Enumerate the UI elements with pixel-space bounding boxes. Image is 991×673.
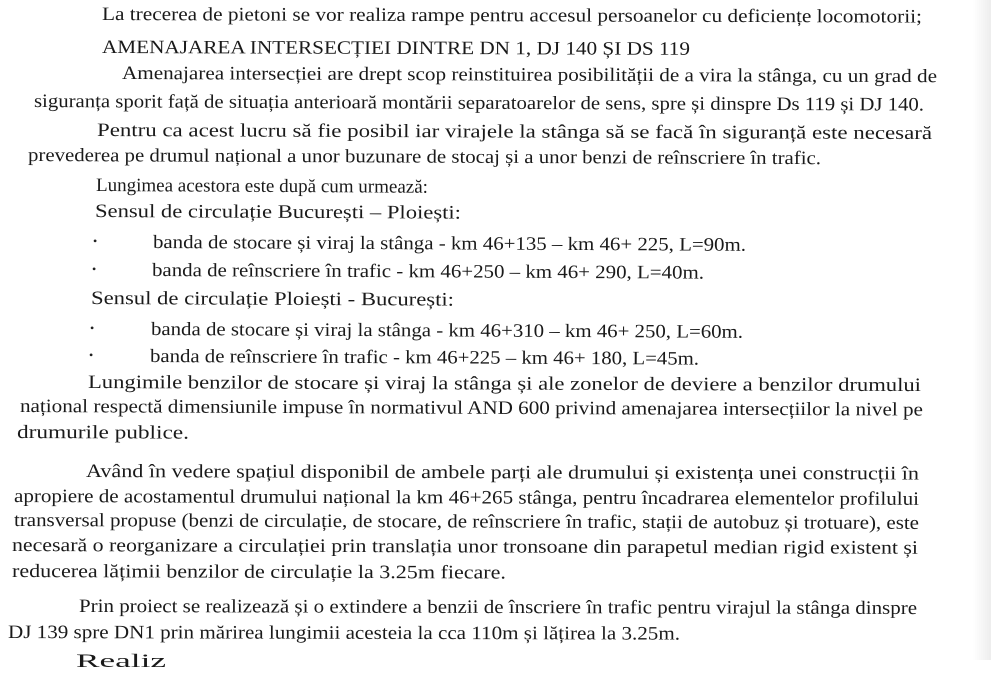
text-line: Amenajarea intersecției are drept scop reinstituirea posibilității de a vira la stânga, cu un grad de [121,63,938,88]
text-line: transversal propuse (benzi de circulație, de stocare, de reînscriere în trafic, stații de autobuz și trotuare), este [13,510,920,534]
text-line: siguranța sporit față de situația anterioară montării separatoarelor de sens, spre și dinspre Ds 119 și DJ 140. [33,91,925,116]
text-line: drumurile publice. [16,422,190,444]
scan-edge-shadow [973,0,991,660]
bullet-marker: • [93,234,98,248]
text-line: Prin proiect se realizează și o extindere a benzii de înscriere în trafic pentru virajul la stânga dinspre [78,596,918,619]
bullet-item-text: banda de reînscriere în trafic - km 46+225 – km 46+ 180, L=45m. [149,346,700,370]
bullet-marker: • [90,321,95,335]
text-line: prevederea pe drumul național a unor buzunare de stocaj și a unor benzi de reînscriere în trafic. [27,145,822,170]
text-line: Lungimea acestora este după cum urmează: [95,175,429,198]
text-line: Sensul de circulație Ploiești - București: [90,288,455,311]
text-line: reducerea lățimii benzilor de circulație la 3.25m fiecare. [11,561,507,584]
bullet-item-text: banda de stocare și viraj la stânga - km 46+310 – km 46+ 250, L=60m. [150,319,744,343]
text-line: Sensul de circulație București – Ploiești: [94,201,462,224]
text-line: Având în vedere spațiul disponibil de ambele parți ale drumului și existența unei construcții în [85,461,920,485]
text-line: național respectă dimensiunile impuse în normativul AND 600 privind amenajarea intersecțiilor la nivel pe [19,396,924,421]
bullet-marker: • [89,348,94,362]
text-line: Realiz [76,651,167,672]
bullet-item-text: banda de reînscriere în trafic - km 46+250 – km 46+ 290, L=40m. [151,260,705,284]
text-line: AMENAJAREA INTERSECȚIEI DINTRE DN 1, DJ 140 ȘI DS 119 [101,37,691,60]
text-line: necesară o reorganizare a circulației prin translația unor tronsoane din parapetul median rigid existent și [11,535,919,559]
bullet-item-text: banda de stocare și viraj la stânga - km 46+135 – km 46+ 225, L=90m. [152,232,747,256]
text-line: Pentru ca acest lucru să fie posibil iar virajele la stânga să se facă în siguranță este necesară [96,120,933,145]
bullet-marker: • [92,262,97,276]
text-line: Lungimile benzilor de stocare și viraj la stânga și ale zonelor de deviere a benzilor drumului [87,372,922,397]
text-line: DJ 139 spre DN1 prin mărirea lungimii acesteia la cca 110m și lățirea la 3.25m. [7,622,681,645]
text-line: apropiere de acostamentul drumului național la km 46+265 stânga, pentru încadrarea elementelor profilului [13,486,920,510]
text-line: La trecerea de pietoni se vor realiza rampe pentru accesul persoanelor cu deficiențe locomotorii; [101,4,923,28]
